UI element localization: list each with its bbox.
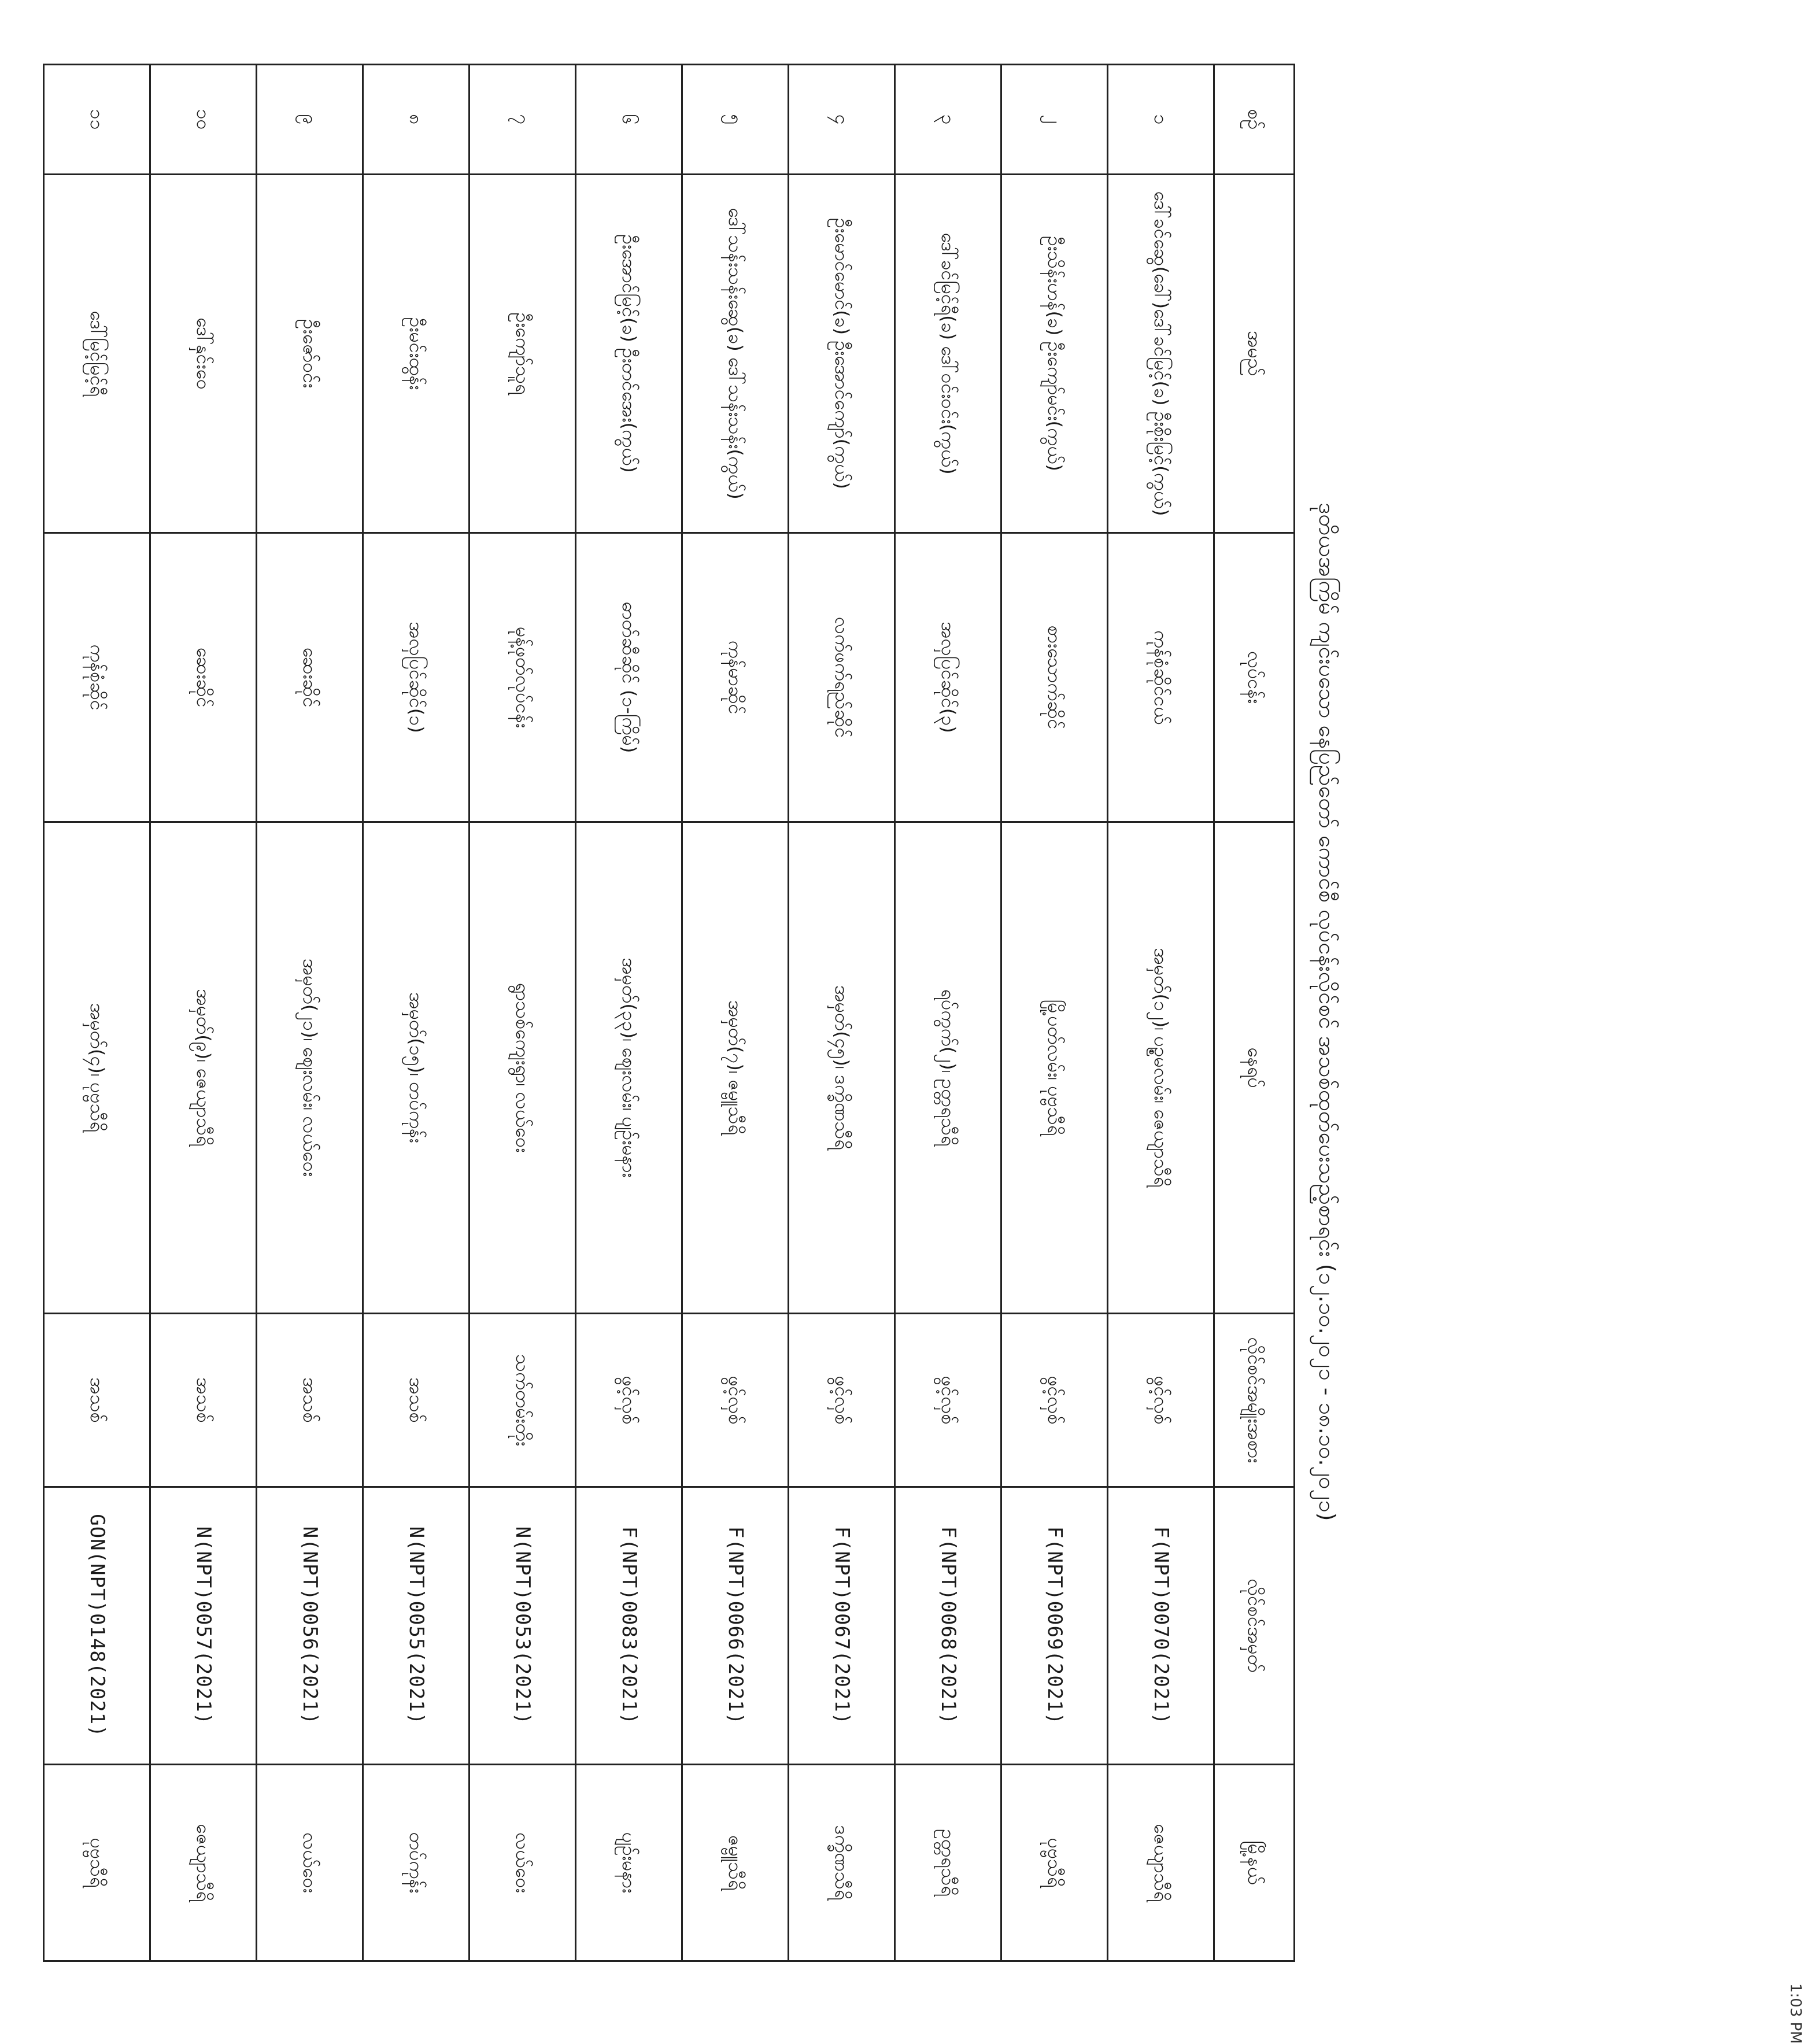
cell-township: ဇေယျာသီရိ xyxy=(1108,1765,1214,1961)
cell-license-type: သက်တမ်းတိုး xyxy=(470,1314,576,1487)
cell-township: လယ်ဝေး xyxy=(257,1765,363,1961)
cell-no: ၅ xyxy=(682,65,789,175)
cell-no: ၄ xyxy=(789,65,895,175)
cell-address: အမှတ်(၉)၊ ဇေယျာသီရိ xyxy=(150,822,257,1314)
cell-no: ၉ xyxy=(257,65,363,175)
cell-license-type: အသစ် xyxy=(363,1314,470,1487)
cell-business: စားသောက်ဆိုင် xyxy=(1001,533,1108,822)
cell-license-no: N(NPT)0055(2021) xyxy=(363,1487,470,1765)
cell-license-type: ဖွင့်လှစ် xyxy=(1108,1314,1214,1487)
table-row xyxy=(1001,65,1108,1961)
cell-no: ၁ xyxy=(1108,65,1214,175)
cell-license-no: N(NPT)0053(2021) xyxy=(470,1487,576,1765)
cell-license-no: F(NPT)0067(2021) xyxy=(789,1487,895,1765)
cell-business: အလှပြင်ဆိုင်(၃) xyxy=(895,533,1001,822)
cell-name: ဦးကျော်သူရ xyxy=(470,175,576,533)
print-timestamp: 1:03 PM xyxy=(1787,1983,1804,2044)
document-sheet xyxy=(69,64,1353,1960)
table-row xyxy=(150,65,257,1961)
cell-license-no: F(NPT)0083(2021) xyxy=(576,1487,682,1765)
cell-township: ဒက္ခိဏသီရိ xyxy=(789,1765,895,1961)
cell-name: ဦးအောင်မြင့်(ခ) ဦးတင်အေး(ကွယ်) xyxy=(576,175,682,533)
cell-license-no: F(NPT)0066(2021) xyxy=(682,1487,789,1765)
header-address: နေရပ် xyxy=(1214,822,1295,1314)
cell-license-type: အသစ် xyxy=(44,1314,150,1487)
header-business: လုပ်ငန်း xyxy=(1214,533,1295,822)
table-row xyxy=(682,65,789,1961)
cell-township: ပုဗ္ဗသီရိ xyxy=(1001,1765,1108,1961)
document-title: ဒုတိယအကြိမ် ကျင်းပသော နေပြည်တော် ကောင်စီ လုပ်ငန်းလိုင်စင် အသစ်ထုတ်ပေးသည့်စာရင်း (၁၂.၁၀.၂၀၂၁ - ၁၈.၁၀.၂၀၂၁) xyxy=(1314,502,1340,1521)
cell-no: ၆ xyxy=(576,65,682,175)
cell-license-no: F(NPT)0070(2021) xyxy=(1108,1487,1214,1765)
cell-license-no: N(NPT)0056(2021) xyxy=(257,1487,363,1765)
cell-no: ၈ xyxy=(363,65,470,175)
cell-license-type: ဖွင့်လှစ် xyxy=(682,1314,789,1487)
cell-township: ဇမ္ဗူသီရိ xyxy=(682,1765,789,1961)
cell-no: ၂ xyxy=(1001,65,1108,175)
cell-name: ဒေါ်နှင်းဝေ xyxy=(150,175,257,533)
cell-address: အမှတ်(၇)၊ ဇမ္ဗူသီရိ xyxy=(682,822,789,1314)
cell-license-type: အသစ် xyxy=(150,1314,257,1487)
cell-business: လက်ဖက်ရည်ဆိုင် xyxy=(789,533,895,822)
cell-license-no: F(NPT)0068(2021) xyxy=(895,1487,1001,1765)
cell-township: ပုဗ္ဗသီရိ xyxy=(44,1765,150,1961)
cell-business: မုန့်ဖုတ်လုပ်ငန်း xyxy=(470,533,576,822)
table-row xyxy=(44,65,150,1961)
cell-name: ဦးမောင်မောင်(ခ) ဦးအောင်ကျော်(ကွယ်) xyxy=(789,175,895,533)
cell-business: ကုန်စုံဆိုင်ငယ် xyxy=(1108,533,1214,822)
cell-township: လယ်ဝေး xyxy=(470,1765,576,1961)
cell-name: ဒေါ်သန်းသန်းဆွေ(ခ) ဒေါ်သန်းသန်း(ကွယ်) xyxy=(682,175,789,533)
table-row xyxy=(363,65,470,1961)
cell-township: ဇေယျာသီရိ xyxy=(150,1765,257,1961)
table-row xyxy=(257,65,363,1961)
cell-address: အမှတ်(၃၃)၊ ဈေးလမ်း၊ ပျဉ်းမနား xyxy=(576,822,682,1314)
header-name: အမည် xyxy=(1214,175,1295,533)
table-row xyxy=(576,65,682,1961)
header-license-no: လိုင်စင်အမှတ် xyxy=(1214,1487,1295,1765)
cell-name: ဦးမင်းထွန်း xyxy=(363,175,470,533)
table-row xyxy=(470,65,576,1961)
cell-business: ဓာတ်ဆီဆိုင် (၁-ကြိမ်) xyxy=(576,533,682,822)
cell-address: အမှတ်(၄)၊ ပုဗ္ဗသီရိ xyxy=(44,822,150,1314)
cell-name: ဒေါ်ခင်ဆွေ(ခေါ်)ဒေါ်ခင်မြင့်(ခ) ဦးစိုးမြင့်(ကွယ်) xyxy=(1108,175,1214,533)
cell-name: ဦးဇော်ဝင်း xyxy=(257,175,363,533)
cell-license-no: N(NPT)0057(2021) xyxy=(150,1487,257,1765)
cell-address: အမှတ်(၄၅)၊ ဒက္ခိဏသီရိ xyxy=(789,822,895,1314)
cell-no: ၁၀ xyxy=(150,65,257,175)
cell-business: ဆေးဆိုင် xyxy=(257,533,363,822)
cell-business: ကုန်မာဆိုင် xyxy=(682,533,789,822)
table-row xyxy=(789,65,895,1961)
cell-no: ၇ xyxy=(470,65,576,175)
cell-no: ၃ xyxy=(895,65,1001,175)
cell-address: ရွာသစ်ကျေးရွာ၊ လယ်ဝေး xyxy=(470,822,576,1314)
cell-license-type: ဖွင့်လှစ် xyxy=(1001,1314,1108,1487)
cell-address: အမှတ်(၁၅)၊ တပ်ကုန်း xyxy=(363,822,470,1314)
cell-license-type: ဖွင့်လှစ် xyxy=(789,1314,895,1487)
table-row xyxy=(1108,65,1214,1961)
cell-license-type: ဖွင့်လှစ် xyxy=(895,1314,1001,1487)
cell-license-no: GON(NPT)0148(2021) xyxy=(44,1487,150,1765)
header-township: မြို့နယ် xyxy=(1214,1765,1295,1961)
cell-business: ဆေးဆိုင် xyxy=(150,533,257,822)
cell-license-no: F(NPT)0069(2021) xyxy=(1001,1487,1108,1765)
cell-license-type: ဖွင့်လှစ် xyxy=(576,1314,682,1487)
header-row xyxy=(1214,65,1295,1961)
cell-address: အမှတ်(၁၂)၊ ပဉ္စမလမ်း၊ ဇေယျာသီရိ xyxy=(1108,822,1214,1314)
cell-address: အမှတ်(၂၁)၊ ဈေးလမ်း၊ လယ်ဝေး xyxy=(257,822,363,1314)
cell-business: အလှပြင်ဆိုင်(၁) xyxy=(363,533,470,822)
cell-name: ဒေါ်ခင်မြင့်ရီ(ခ) ဒေါ်ဝင်းဝင်း(ကွယ်) xyxy=(895,175,1001,533)
header-no: စဉ် xyxy=(1214,65,1295,175)
license-register-table xyxy=(43,64,1295,1962)
cell-business: ကုန်စုံဆိုင် xyxy=(44,533,150,822)
cell-township: တပ်ကုန်း xyxy=(363,1765,470,1961)
table-row xyxy=(895,65,1001,1961)
cell-license-type: အသစ် xyxy=(257,1314,363,1487)
cell-address: ရပ်ကွက်(၂)၊ ဥတ္တရသီရိ xyxy=(895,822,1001,1314)
cell-name: ဒေါ်မြင့်မြင့်ရီ xyxy=(44,175,150,533)
cell-township: ပျဉ်းမနား xyxy=(576,1765,682,1961)
cell-no: ၁၁ xyxy=(44,65,150,175)
cell-township: ဥတ္တရသီရိ xyxy=(895,1765,1001,1961)
header-license-type: လိုင်စင်အမျိုးအစား xyxy=(1214,1314,1295,1487)
cell-address: မြို့ပတ်လမ်း၊ ပုဗ္ဗသီရိ xyxy=(1001,822,1108,1314)
cell-name: ဦးသိန်းဟန်(ခ) ဦးကျော်မင်း(ကွယ်) xyxy=(1001,175,1108,533)
